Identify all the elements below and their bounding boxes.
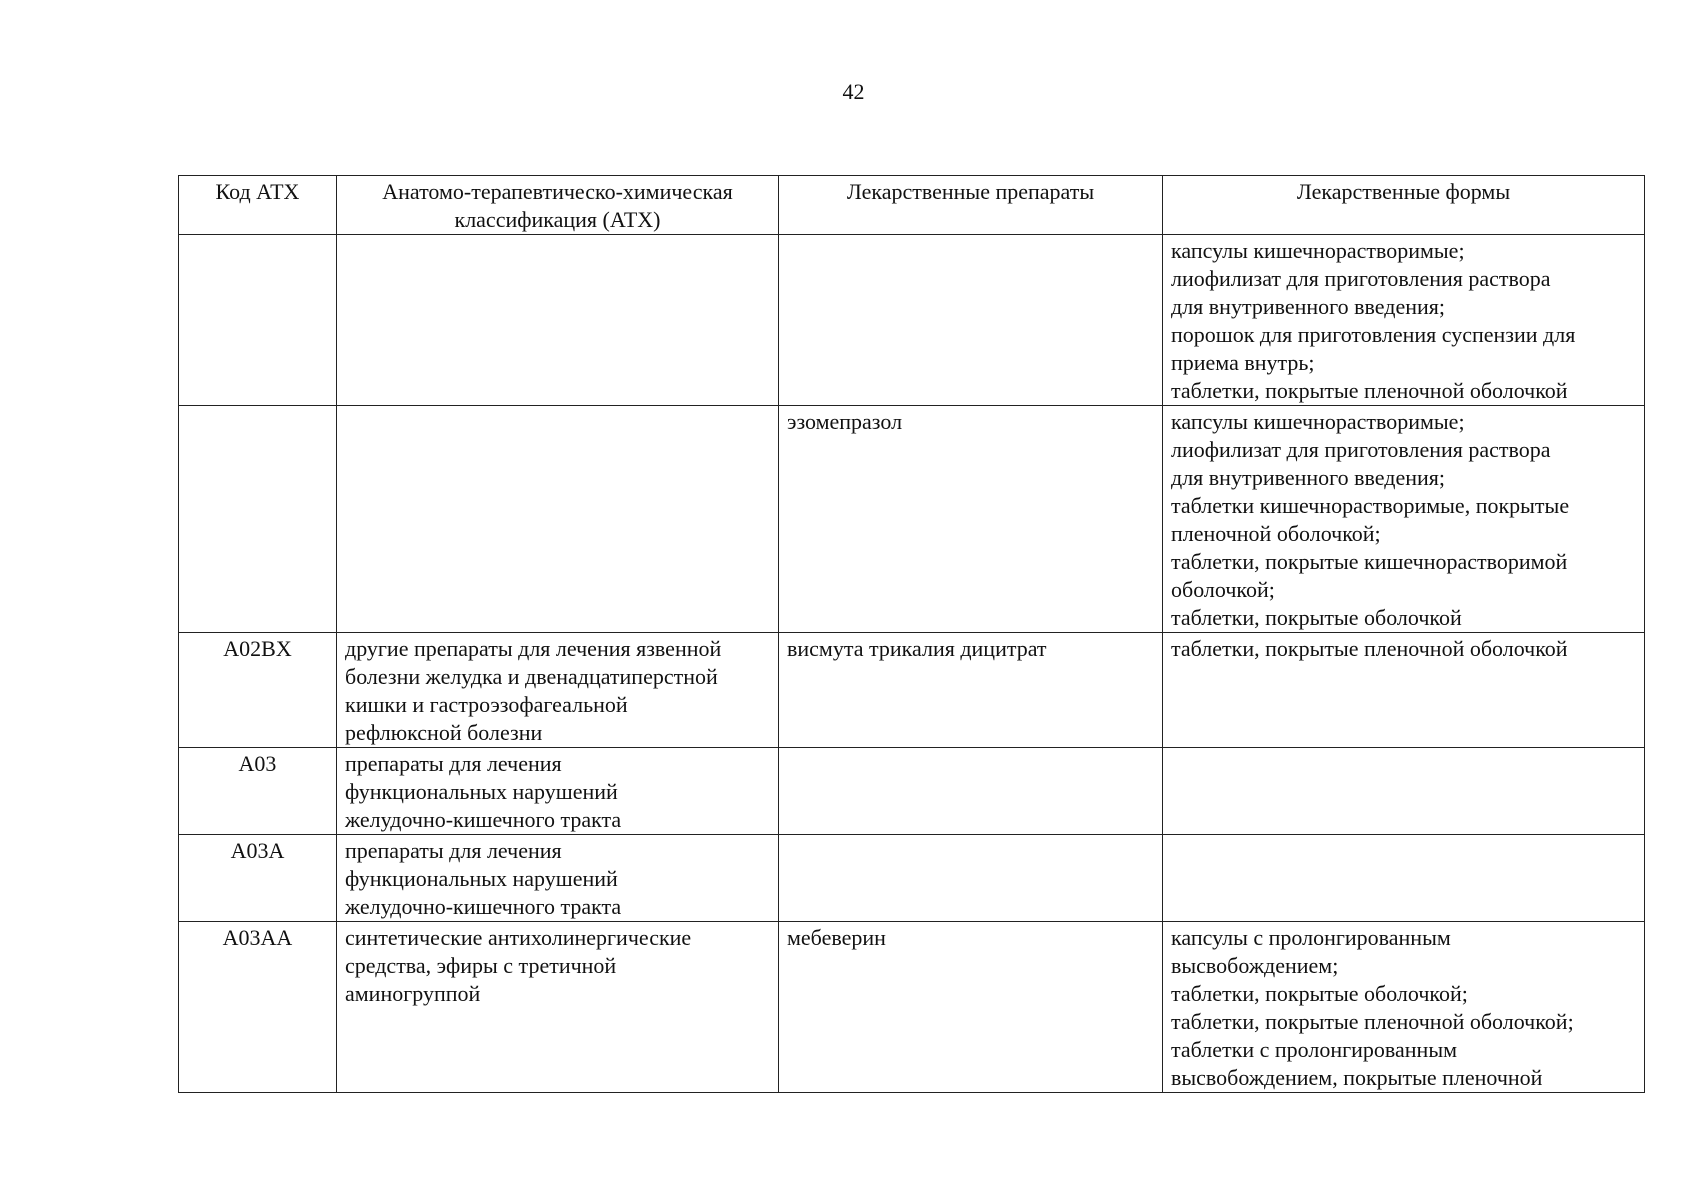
cell-forms: [1163, 406, 1645, 633]
cell-line: капсулы кишечнорастворимые;: [1171, 409, 1465, 434]
cell-line: лиофилизат для приготовления раствора: [1171, 437, 1551, 462]
cell-line: пленочной оболочкой;: [1171, 521, 1381, 546]
cell-classification: [337, 235, 779, 406]
cell-line: таблетки, покрытые оболочкой: [1171, 605, 1462, 630]
cell-classification: [337, 835, 779, 922]
cell-line: капсулы с пролонгированным: [1171, 925, 1451, 950]
cell-line: приема внутрь;: [1171, 350, 1315, 375]
cell-classification: [337, 633, 779, 748]
table-row: [179, 748, 1645, 835]
cell-line: капсулы кишечнорастворимые;: [1171, 238, 1465, 263]
cell-drug: мебеверин: [779, 922, 1163, 1093]
cell-line: таблетки кишечнорастворимые, покрытые: [1171, 493, 1570, 518]
table-row: [179, 633, 1645, 748]
cell-code: [179, 235, 337, 406]
cell-line: оболочкой;: [1171, 577, 1275, 602]
page-number: 42: [842, 79, 865, 104]
cell-line: средства, эфиры с третичной: [345, 953, 617, 978]
header-forms: Лекарственные формы: [1163, 176, 1645, 235]
cell-line: кишки и гастроэзофагеальной: [345, 692, 628, 717]
cell-line: синтетические антихолинергические: [345, 925, 692, 950]
table-row: [179, 835, 1645, 922]
cell-line: болезни желудка и двенадцатиперстной: [345, 664, 718, 689]
cell-line: для внутривенного введения;: [1171, 294, 1446, 319]
cell-line: высвобождением, покрытые пленочной: [1171, 1065, 1543, 1090]
cell-classification: [337, 748, 779, 835]
cell-forms: [1163, 835, 1645, 922]
header-code: Код АТХ: [179, 176, 337, 235]
cell-drug: [779, 835, 1163, 922]
cell-line: таблетки, покрытые оболочкой;: [1171, 981, 1468, 1006]
cell-line: аминогруппой: [345, 981, 481, 1006]
cell-line: рефлюксной болезни: [345, 720, 543, 745]
cell-code: A03A: [179, 835, 337, 922]
cell-line: таблетки, покрытые кишечнорастворимой: [1171, 549, 1568, 574]
cell-line: препараты для лечения: [345, 751, 562, 776]
cell-line: другие препараты для лечения язвенной: [345, 636, 722, 661]
cell-classification: [337, 922, 779, 1093]
cell-line: для внутривенного введения;: [1171, 465, 1446, 490]
cell-code: [179, 406, 337, 633]
cell-forms: [1163, 235, 1645, 406]
cell-forms: [1163, 748, 1645, 835]
table-row: [179, 406, 1645, 633]
cell-line: желудочно-кишечного тракта: [345, 807, 622, 832]
cell-line: препараты для лечения: [345, 838, 562, 863]
cell-forms: [1163, 633, 1645, 748]
cell-line: лиофилизат для приготовления раствора: [1171, 266, 1551, 291]
cell-line: функциональных нарушений: [345, 779, 618, 804]
header-drugs: Лекарственные препараты: [779, 176, 1163, 235]
cell-forms: [1163, 922, 1645, 1093]
header-classification: Анатомо-терапевтическо-химическая классификация (АТХ): [337, 176, 779, 235]
atx-drug-table: [178, 175, 1645, 1093]
cell-line: желудочно-кишечного тракта: [345, 894, 622, 919]
cell-drug: висмута трикалия дицитрат: [779, 633, 1163, 748]
cell-classification: [337, 406, 779, 633]
cell-code: A03AA: [179, 922, 337, 1093]
cell-line: высвобождением;: [1171, 953, 1339, 978]
cell-line: таблетки с пролонгированным: [1171, 1037, 1458, 1062]
cell-drug: [779, 235, 1163, 406]
cell-code: A03: [179, 748, 337, 835]
cell-drug: эзомепразол: [779, 406, 1163, 633]
cell-line: таблетки, покрытые пленочной оболочкой: [1171, 636, 1568, 661]
cell-line: таблетки, покрытые пленочной оболочкой: [1171, 378, 1568, 403]
cell-line: функциональных нарушений: [345, 866, 618, 891]
cell-line: порошок для приготовления суспензии для: [1171, 322, 1576, 347]
table-header-row: [179, 176, 1645, 235]
cell-code: A02BX: [179, 633, 337, 748]
table-row: [179, 922, 1645, 1093]
table-row: [179, 235, 1645, 406]
cell-drug: [779, 748, 1163, 835]
cell-line: таблетки, покрытые пленочной оболочкой;: [1171, 1009, 1574, 1034]
